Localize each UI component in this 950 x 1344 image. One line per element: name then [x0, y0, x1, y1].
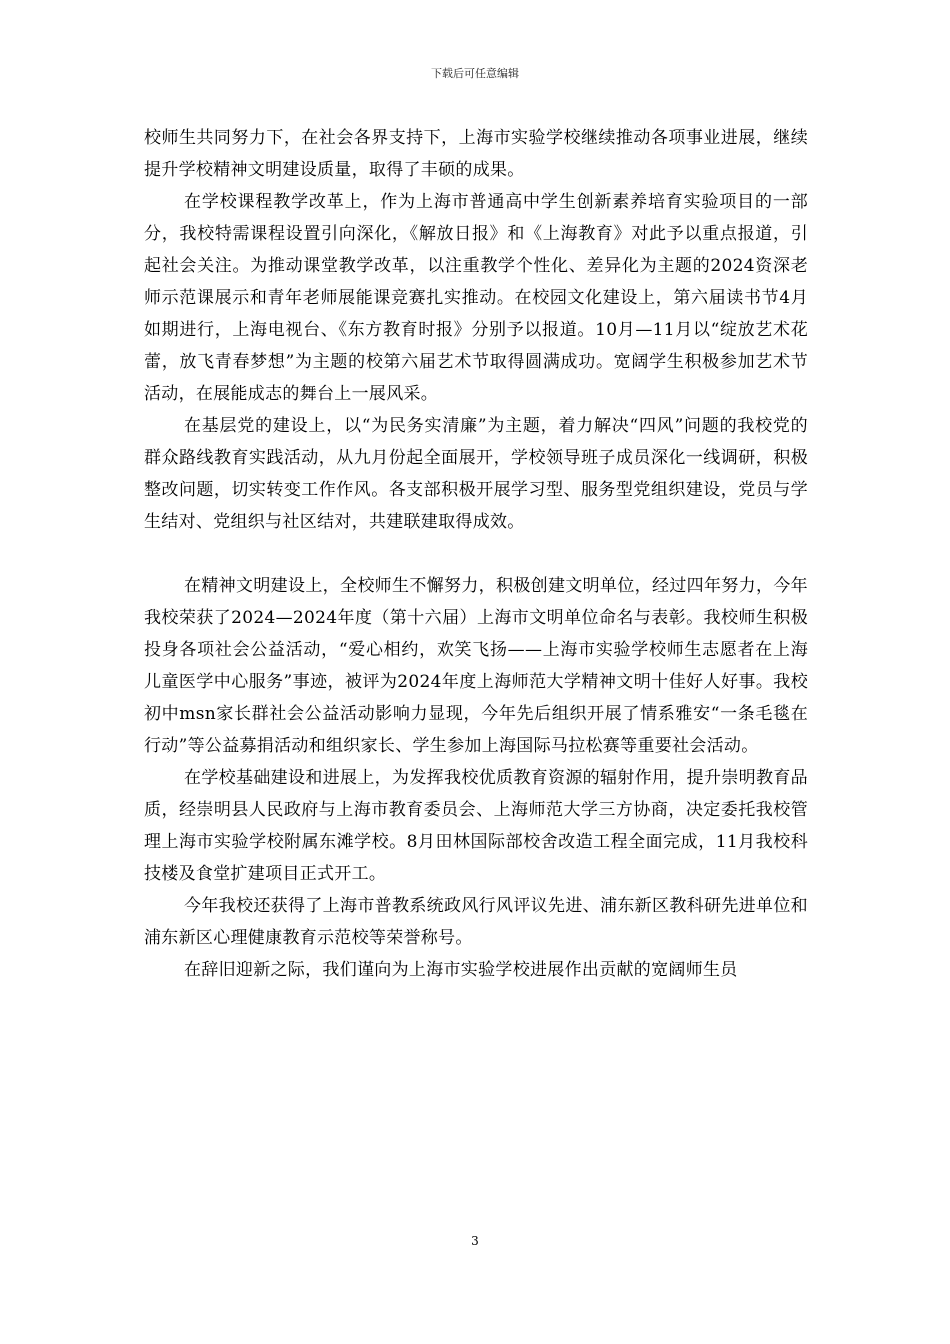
paragraph-new-year: 在辞旧迎新之际，我们谨向为上海市实验学校进展作出贡献的宽阔师生员 [184, 960, 738, 980]
document-body [144, 122, 808, 986]
paragraph-curriculum-reform: 在学校课程教学改革上，作为上海市普通高中学生创新素养培育实验项目的一部分，我校特需课程设置引向深化，《解放日报》和《上海教育》对此予以重点报道，引起社会关注。为推动课堂教学改革，以注重教学个性化、差异化为主题的2024资深老师示范课展示和青年老师展能课竞赛扎实推动。在校园文化建设上，第六届读书节4月如期进行，上海电视台、《东方教育时报》分别予以报道。10月—11月以“绽放艺术花蕾，放飞青春梦想”为主题的校第六届艺术节取得圆满成功。宽阔学生积极参加艺术节活动，在展能成志的舞台上一展风采。 [144, 192, 808, 404]
paragraph-infrastructure: 在学校基础建设和进展上，为发挥我校优质教育资源的辐射作用，提升崇明教育品质，经崇明县人民政府与上海市教育委员会、上海师范大学三方协商，决定委托我校管理上海市实验学校附属东滩学校。8月田林国际部校舍改造工程全面完成，11月我校科技楼及食堂扩建项目正式开工。 [144, 768, 808, 884]
paragraph-civilization-building: 在精神文明建设上，全校师生不懈努力，积极创建文明单位，经过四年努力，今年我校荣获了2024—2024年度（第十六届）上海市文明单位命名与表彰。我校师生积极投身各项社会公益活动，“爱心相约，欢笑飞扬——上海市实验学校师生志愿者在上海儿童医学中心服务”事迹，被评为2024年度上海师范大学精神文明十佳好人好事。我校初中msn家长群社会公益活动影响力显现，今年先后组织开展了情系雅安“一条毛毯在行动”等公益募捐活动和组织家长、学生参加上海国际马拉松赛等重要社会活动。 [144, 576, 808, 756]
paragraph-continuation: 校师生共同努力下，在社会各界支持下，上海市实验学校继续推动各项事业进展，继续提升学校精神文明建设质量，取得了丰硕的成果。 [144, 128, 808, 180]
page-header: 下载后可任意编辑 [431, 67, 519, 80]
paragraph-honors: 今年我校还获得了上海市普教系统政风行风评议先进、浦东新区教科研先进单位和浦东新区心理健康教育示范校等荣誉称号。 [144, 896, 808, 948]
paragraph-party-building: 在基层党的建设上，以“为民务实清廉”为主题，着力解决“四风”问题的我校党的群众路线教育实践活动，从九月份起全面展开，学校领导班子成员深化一线调研，积极整改问题，切实转变工作作风。各支部积极开展学习型、服务型党组织建设，党员与学生结对、党组织与社区结对，共建联建取得成效。 [144, 416, 808, 532]
page-number: 3 [471, 1234, 479, 1248]
